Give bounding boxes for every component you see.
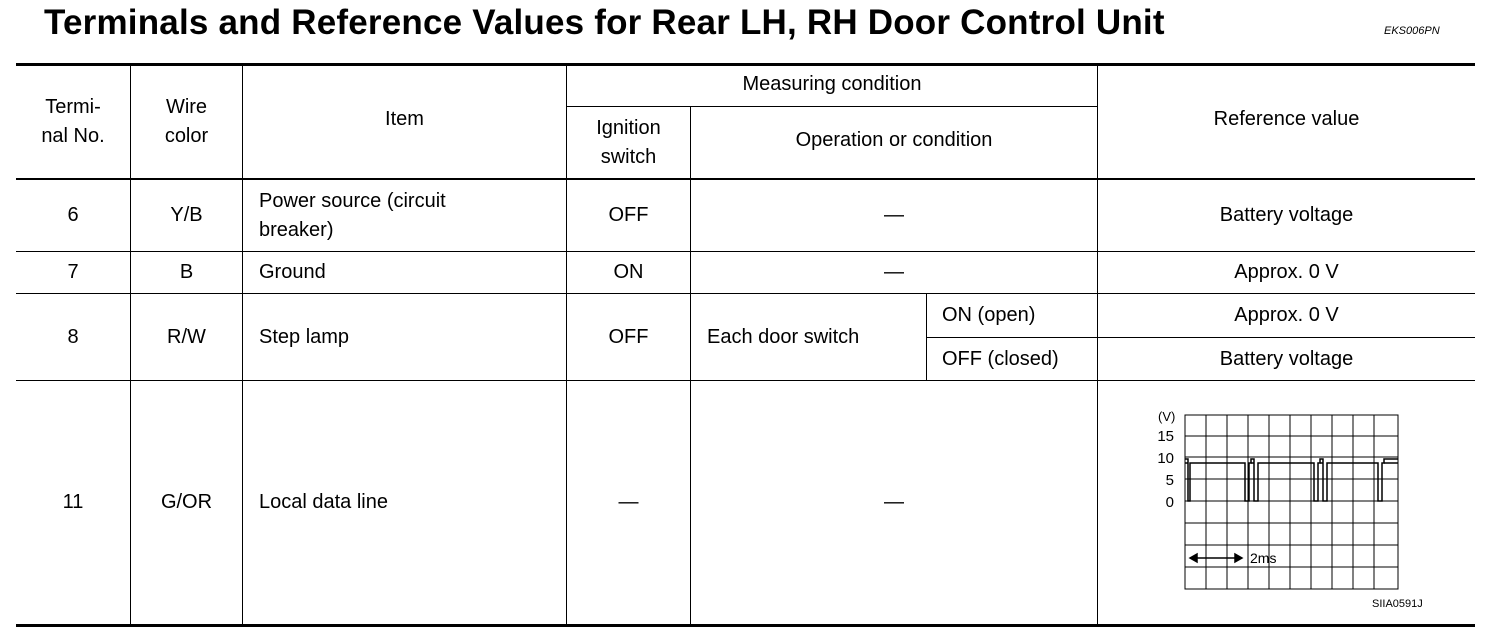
- condition-on-open: ON (open): [942, 304, 1036, 326]
- reference-value: Battery voltage: [1219, 347, 1354, 370]
- scope-y-tick: 0: [1165, 494, 1174, 511]
- header-wire-color: Wire color: [164, 96, 209, 147]
- scope-time-scale: [1190, 554, 1242, 562]
- header-item: Item: [385, 107, 424, 130]
- scope-unit-label: (V): [1158, 409, 1176, 424]
- reference-value: Approx. 0 V: [1234, 261, 1339, 283]
- reference-value: Approx. 0 V: [1234, 304, 1339, 326]
- scope-y-tick: 15: [1157, 428, 1174, 445]
- figure-id: SIIA0591J: [1372, 598, 1423, 610]
- operation-value: Each door switch: [707, 325, 860, 348]
- header-measuring-condition: Measuring condition: [742, 72, 922, 95]
- terminal-number: 6: [67, 204, 79, 226]
- ignition-value: OFF: [608, 325, 649, 348]
- header-ignition-switch: Ignition switch: [596, 116, 661, 168]
- terminal-number: 7: [67, 261, 79, 283]
- condition-off-closed: OFF (closed): [942, 347, 1059, 370]
- wire-color: Y/B: [170, 204, 203, 226]
- wire-color: B: [179, 261, 194, 283]
- wire-color: R/W: [167, 325, 206, 348]
- item-name: Local data line: [259, 491, 388, 513]
- ignition-value: ON: [613, 261, 644, 283]
- terminal-number: 8: [67, 325, 79, 348]
- item-name: Step lamp: [259, 325, 350, 348]
- oscilloscope-waveform: [1150, 405, 1406, 595]
- header-reference-value: Reference value: [1213, 107, 1360, 130]
- operation-value: —: [884, 491, 904, 513]
- page-title: Terminals and Reference Values for Rear LH, RH Door Control Unit: [44, 3, 1165, 42]
- document-code: EKS006PN: [1384, 25, 1440, 37]
- scope-time-label: 2ms: [1250, 550, 1277, 566]
- scope-grid: [1185, 415, 1398, 589]
- header-terminal: Termi- nal No.: [41, 96, 105, 147]
- terminal-number: 11: [62, 491, 84, 513]
- wire-color: G/OR: [160, 491, 213, 513]
- item-name: Power source (circuit breaker): [259, 189, 446, 241]
- operation-value: —: [884, 204, 904, 226]
- ignition-value: OFF: [608, 204, 649, 226]
- scope-y-tick: 10: [1157, 450, 1174, 467]
- item-name: Ground: [259, 261, 326, 283]
- scope-y-tick: 5: [1165, 472, 1174, 489]
- operation-value: —: [884, 261, 904, 283]
- header-operation: Operation or condition: [795, 129, 993, 151]
- reference-value: Battery voltage: [1219, 204, 1354, 226]
- scope-signal-trace: [1185, 459, 1398, 501]
- ignition-value: —: [618, 491, 639, 513]
